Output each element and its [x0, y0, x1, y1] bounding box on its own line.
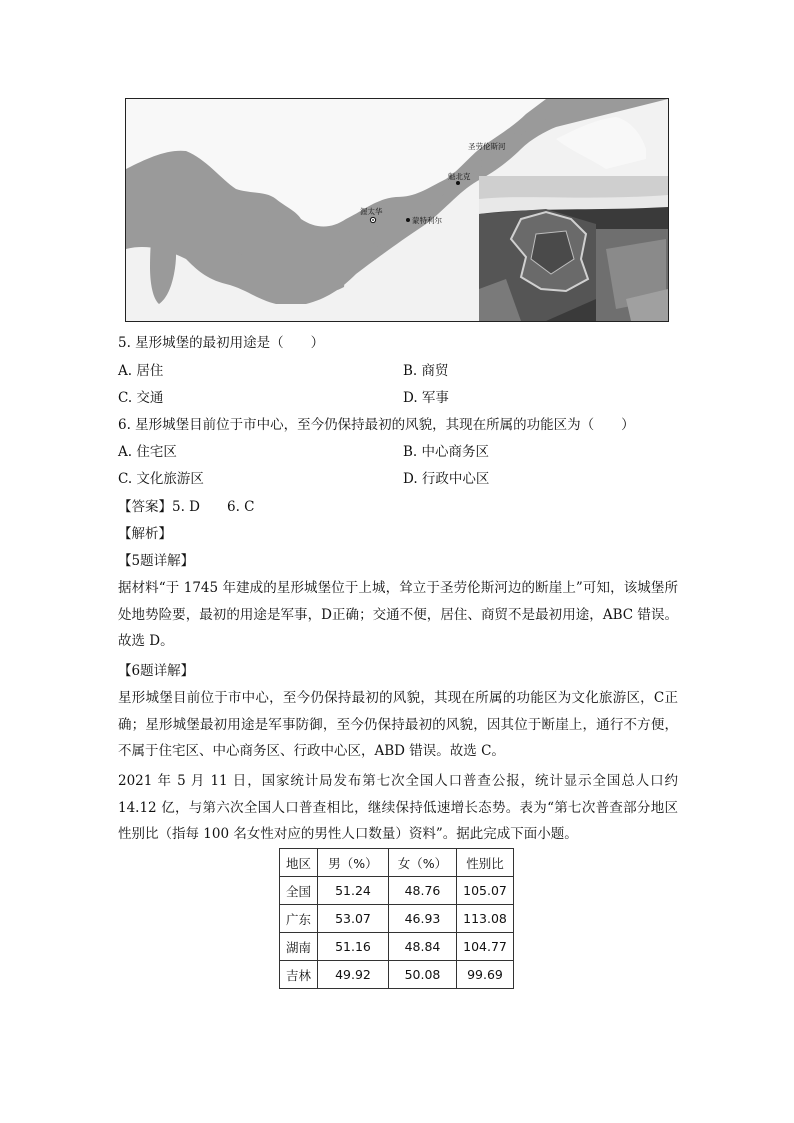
table-cell: 104.77 [457, 933, 514, 961]
table-cell: 广东 [280, 905, 318, 933]
q5-option-a: A. 居住 [118, 363, 164, 379]
table-cell: 113.08 [457, 905, 514, 933]
q5-option-d: D. 军事 [403, 390, 449, 406]
table-cell: 吉林 [280, 961, 318, 989]
q6-detail-text: 星形城堡目前位于市中心，至今仍保持最初的风貌，其现在所属的功能区为文化旅游区，C正确；星形城堡最初用途是军事防御，至今仍保持最初的风貌，因其位于断崖上，通行不方便，不属于住宅区、中心商务区、行政中心区，ABD 错误。故选 C。 [118, 690, 678, 759]
table-row [280, 905, 514, 933]
star-fort-aerial-photo [479, 176, 668, 321]
great-lakes-map [126, 99, 668, 321]
question-5-stem: 5. 星形城堡的最初用途是（ ） [118, 335, 325, 351]
q5-detail-text: 据材料“于 1745 年建成的星形城堡位于上城，耸立于圣劳伦斯河边的断崖上”可知，该城堡所处地势险要，最初的用途是军事，D正确；交通不便，居住、商贸不是最初用途，ABC 错误。故选 D。 [118, 580, 678, 649]
sex-ratio-table-body [280, 849, 514, 989]
table-header-cell: 性别比 [457, 849, 514, 877]
table-cell: 105.07 [457, 877, 514, 905]
table-row [280, 877, 514, 905]
table-header-row [280, 849, 514, 877]
table-header-cell: 女（%） [389, 849, 457, 877]
montreal-label: 蒙特利尔 [412, 216, 442, 225]
table-cell: 49.92 [318, 961, 389, 989]
table-cell: 湖南 [280, 933, 318, 961]
table-header-cell: 地区 [280, 849, 318, 877]
river-label: 圣劳伦斯河 [468, 142, 506, 151]
answer-line: 【答案】5. D 6. C [118, 499, 255, 515]
ottawa-label: 渥太华 [360, 207, 383, 216]
table-cell: 48.84 [389, 933, 457, 961]
table-cell: 51.24 [318, 877, 389, 905]
q5-option-c: C. 交通 [118, 390, 164, 406]
q6-detail-heading: 【6题详解】 [118, 663, 195, 679]
q5-detail-heading: 【5题详解】 [118, 553, 195, 569]
q5-option-b: B. 商贸 [403, 363, 449, 379]
q6-option-a: A. 住宅区 [118, 444, 177, 460]
quebec-marker [456, 181, 460, 185]
q6-option-b: B. 中心商务区 [403, 444, 490, 460]
table-cell: 53.07 [318, 905, 389, 933]
table-cell: 46.93 [389, 905, 457, 933]
sex-ratio-table [279, 848, 514, 989]
table-cell: 51.16 [318, 933, 389, 961]
table-cell: 48.76 [389, 877, 457, 905]
montreal-marker [406, 218, 410, 222]
q6-option-c: C. 文化旅游区 [118, 471, 204, 487]
population-intro: 2021 年 5 月 11 日，国家统计局发布第七次全国人口普查公报，统计显示全国总人口约 14.12 亿，与第六次全国人口普查相比，继续保持低速增长态势。表为“第七次普查部分地区性别比（指每 100 名女性对应的男性人口数量）资料”。据此完成下面小题。 [118, 773, 678, 842]
table-row [280, 933, 514, 961]
map-figure [125, 98, 669, 322]
table-cell: 全国 [280, 877, 318, 905]
table-cell: 99.69 [457, 961, 514, 989]
question-6-stem: 6. 星形城堡目前位于市中心，至今仍保持最初的风貌，其现在所属的功能区为（ ） [118, 417, 635, 433]
table-header-cell: 男（%） [318, 849, 389, 877]
table-row [280, 961, 514, 989]
table-cell: 50.08 [389, 961, 457, 989]
analysis-heading: 【解析】 [118, 526, 172, 542]
q6-option-d: D. 行政中心区 [403, 471, 490, 487]
quebec-label: 魁北克 [448, 172, 471, 181]
